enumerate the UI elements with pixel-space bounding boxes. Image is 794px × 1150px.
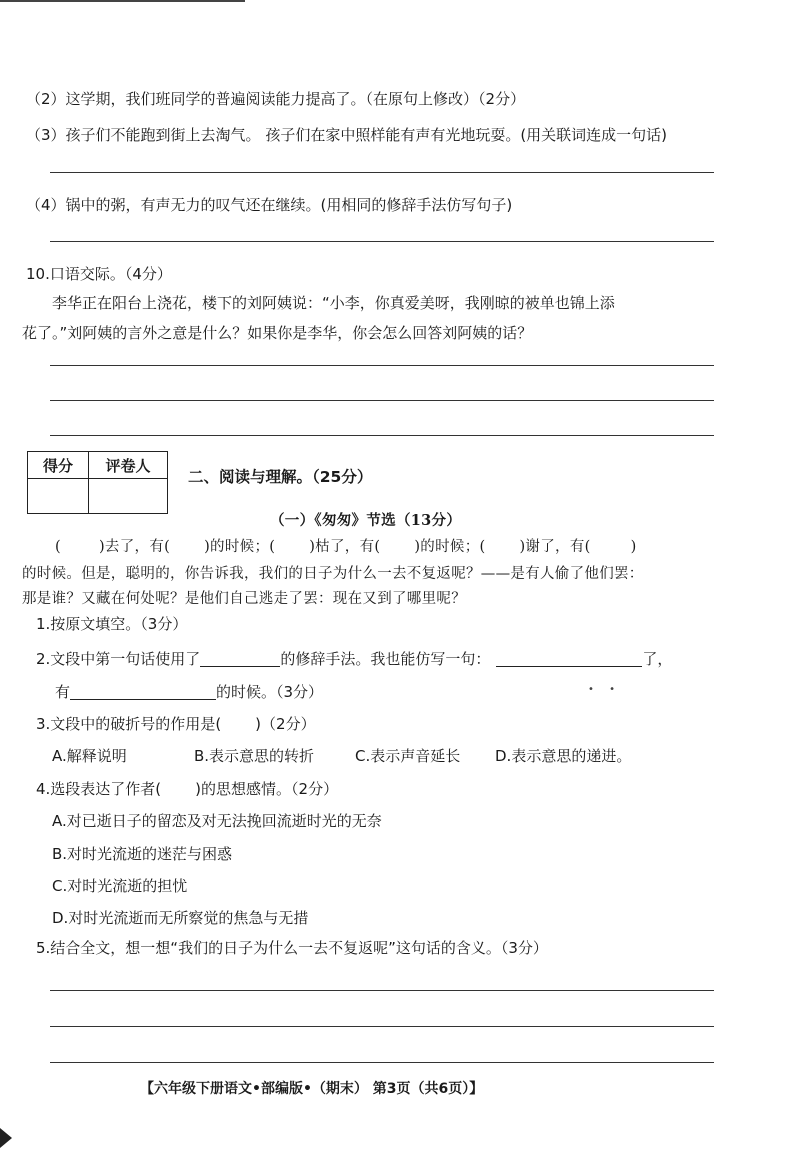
q4-option-a[interactable]: A.对已逝日子的留恋及对无法挽回流逝时光的无奈 [52,812,382,830]
grader-header: 评卷人 [89,452,168,479]
score-header: 得分 [28,452,89,479]
score-cell[interactable] [28,479,89,514]
q3-option-c[interactable]: C.表示声音延长 [355,747,461,765]
answer-line[interactable] [50,1026,714,1027]
q10-text-line-1: 李华正在阳台上浇花，楼下的刘阿姨说：“小李，你真爱美呀，我刚晾的被单也锦上添 [52,294,615,312]
q4-option-b[interactable]: B.对时光流逝的迷茫与困惑 [52,845,233,863]
q4-option-c[interactable]: C.对时光流逝的担忧 [52,877,188,895]
answer-line[interactable] [50,435,714,436]
corner-mark [0,1128,12,1148]
question-2-line-1: 2.文段中第一句话使用了 的修辞手法。我也能仿写一句： 了， [36,650,673,668]
q4-option-d[interactable]: D.对时光流逝而无所察觉的焦急与无措 [52,909,309,927]
answer-line[interactable] [50,1062,714,1063]
answer-line[interactable] [50,400,714,401]
answer-line[interactable] [50,990,714,991]
q9-item-3: （3）孩子们不能跑到街上去淘气。 孩子们在家中照样能有声有光地玩耍。(用关联词连成一句话) [26,126,668,144]
page-footer: 【六年级下册语文•部编版•（期末） 第3页（共6页）】 [140,1081,484,1097]
rhetoric-blank[interactable] [200,652,280,667]
question-3: 3.文段中的破折号的作用是( )（2分） [36,715,316,733]
q10-text-line-2: 花了。”刘阿姨的言外之意是什么？如果你是李华，你会怎么回答刘阿姨的话？ [22,324,533,342]
imitation-blank-1[interactable] [496,652,642,667]
paren-open: ( [55,539,61,555]
question-4: 4.选段表达了作者( )的思想感情。（2分） [36,780,339,798]
score-box [27,451,168,514]
question-1: 1.按原文填空。（3分） [36,615,188,633]
top-border-rule [0,0,245,2]
question-2-line-2: 有 的时候。（3分） [55,683,324,701]
section-2-title: 二、阅读与理解。（25分） [188,468,373,486]
imitation-blank-2[interactable] [70,685,216,700]
grader-cell[interactable] [89,479,168,514]
answer-line[interactable] [50,241,714,242]
q3-option-a[interactable]: A.解释说明 [52,747,127,765]
passage-title: （一）《匆匆》节选（13分） [270,512,462,529]
passage-line-1: ( )去了，有( )的时候；( )枯了，有( )的时候；( )谢了，有( ) [55,539,637,555]
question-5: 5.结合全文，想一想“我们的日子为什么一去不复返呢”这句话的含义。（3分） [36,939,548,957]
scan-speck: • • [588,684,621,695]
passage-line-3: 那是谁？又藏在何处呢？是他们自己逃走了罢：现在又到了哪里呢？ [22,591,466,607]
q10-heading: 10.口语交际。（4分） [26,265,172,283]
q3-option-d[interactable]: D.表示意思的递进。 [495,747,632,765]
passage-line-2: 的时候。但是，聪明的，你告诉我，我们的日子为什么一去不复返呢？——是有人偷了他们罢： [22,566,644,582]
answer-line[interactable] [50,172,714,173]
q9-item-4: （4）锅中的粥，有声无力的叹气还在继续。(用相同的修辞手法仿写句子) [26,196,513,214]
q9-item-2: （2）这学期，我们班同学的普遍阅读能力提高了。（在原句上修改）（2分） [26,90,526,108]
q3-option-b[interactable]: B.表示意思的转折 [194,747,315,765]
answer-line[interactable] [50,365,714,366]
